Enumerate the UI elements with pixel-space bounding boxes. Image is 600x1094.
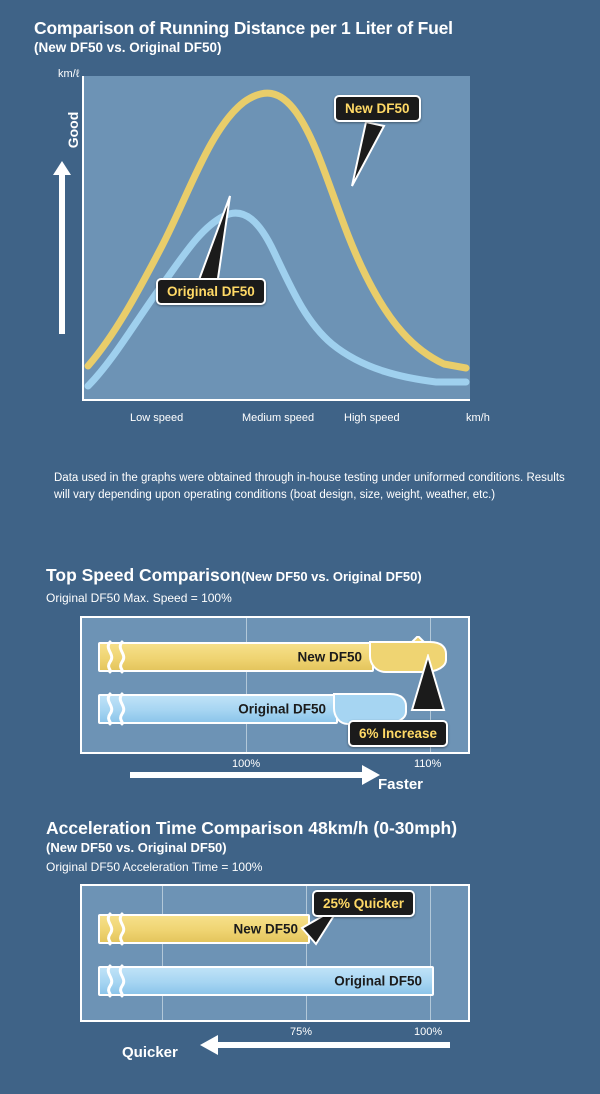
faster-label: Faster: [378, 776, 424, 793]
gridline-100pct: [246, 618, 247, 752]
x-tick-low-speed: Low speed: [130, 412, 184, 424]
callout-original-df50: Original DF50: [156, 278, 266, 305]
x-tick-high-speed: High speed: [344, 412, 400, 424]
section2-title: [46, 565, 422, 586]
quicker-axis-arrow: [200, 1036, 450, 1054]
wake-icon-new-accel: [102, 912, 132, 946]
section3-baseline-note: Original DF50 Acceleration Time = 100%: [46, 860, 263, 874]
section1-title: Comparison of Running Distance per 1 Liter of Fuel: [34, 18, 453, 38]
section2-baseline-note: Original DF50 Max. Speed = 100%: [46, 591, 232, 605]
callout-pointer-increase: [400, 654, 460, 724]
section3-subtitle: (New DF50 vs. Original DF50): [46, 840, 227, 855]
series-original-df50-line: [88, 213, 466, 386]
bar-new-df50-speed-label: New DF50: [297, 649, 362, 665]
wake-icon-original-accel: [102, 964, 132, 998]
tick-100-percent-speed: 100%: [232, 758, 261, 770]
line-chart-svg: [84, 76, 470, 399]
bar-original-df50-speed: [98, 694, 338, 724]
section3-title: Acceleration Time Comparison 48km/h (0-30mph): [46, 818, 458, 838]
section1-subtitle: (New DF50 vs. Original DF50): [34, 40, 222, 55]
callout-25-percent-quicker: 25% Quicker: [312, 890, 415, 917]
section2-title-main: Top Speed Comparison: [46, 565, 242, 585]
callout-pointer-new: [352, 122, 384, 186]
faster-axis-arrow: [130, 766, 380, 784]
good-axis-indicator: [50, 96, 81, 366]
bar-original-df50-accel-label: Original DF50: [334, 973, 422, 989]
tick-100-percent-accel: 100%: [414, 1026, 443, 1038]
bar-original-df50-speed-label: Original DF50: [238, 701, 326, 717]
series-new-df50-line: [88, 93, 466, 368]
tick-110-percent-speed: 110%: [414, 758, 442, 770]
bar-new-df50-speed: [98, 642, 374, 672]
callout-6-percent-increase: 6% Increase: [348, 720, 448, 747]
section2-title-suffix: (New DF50 vs. Original DF50): [241, 569, 422, 584]
axis-line-faster: [130, 772, 362, 778]
callout-new-df50: New DF50: [334, 95, 421, 122]
tick-75-percent-accel: 75%: [290, 1026, 313, 1038]
good-label: Good: [65, 111, 81, 149]
arrow-head-left-icon: [200, 1035, 218, 1055]
bar-new-df50-accel-label: New DF50: [233, 921, 298, 937]
up-arrow-icon: [59, 174, 65, 334]
line-chart-plot-area: [82, 76, 470, 401]
wake-icon-new: [102, 640, 132, 674]
y-axis-unit-label: km/ℓ: [58, 68, 80, 80]
disclaimer-note: Data used in the graphs were obtained through in-house testing under uniformed conditions. Results will vary depending upon operating conditions (boat design, size, weight, weather, etc.): [54, 472, 565, 501]
quicker-label: Quicker: [122, 1044, 178, 1061]
gridline-100pct-accel: [430, 886, 431, 1020]
gridline-left: [162, 886, 163, 1020]
bar-original-df50-accel: [98, 966, 434, 996]
axis-line-quicker: [218, 1042, 450, 1048]
wake-icon-original: [102, 692, 132, 726]
x-axis-unit-label: km/h: [466, 412, 490, 424]
x-tick-medium-speed: Medium speed: [242, 412, 315, 424]
